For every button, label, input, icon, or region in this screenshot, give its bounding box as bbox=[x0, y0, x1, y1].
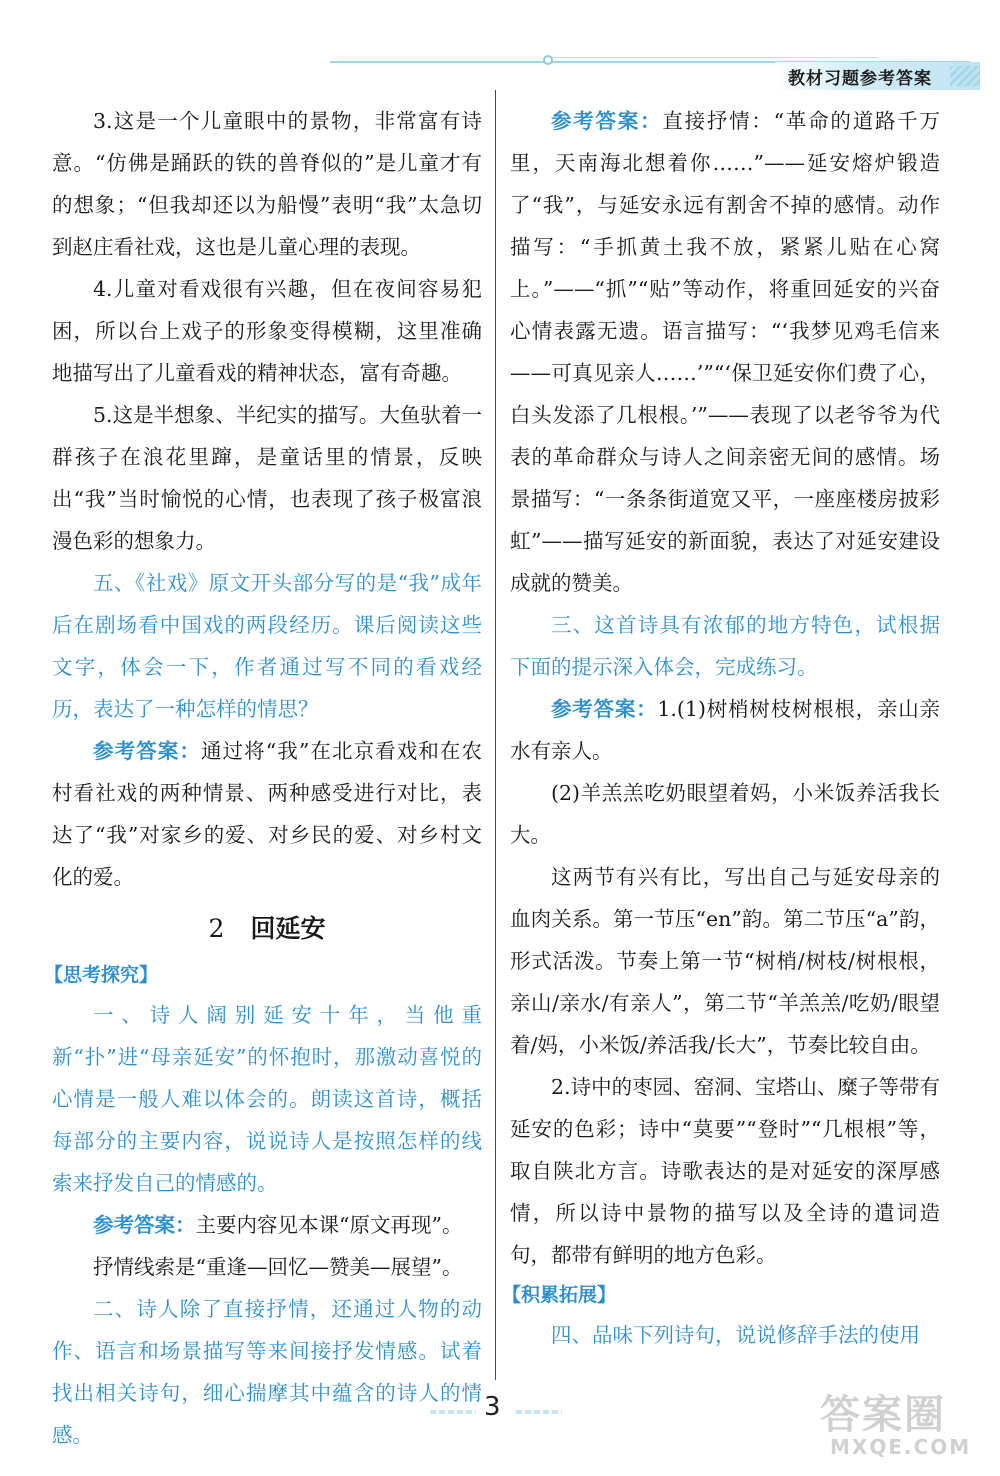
answer-3 bbox=[510, 688, 940, 772]
column-divider bbox=[495, 90, 496, 1380]
answer-label: 参考答案： bbox=[551, 109, 663, 133]
left-column bbox=[44, 100, 483, 1456]
question-5: 五、《社戏》原文开头部分写的是“我”成年后在剧场看中国戏的两段经历。课后阅读这些文字，体会一下，作者通过写不同的看戏经历，表达了一种怎样的情思？ bbox=[52, 571, 482, 721]
answer-item-5: 5.这是半想象、半纪实的描写。大鱼驮着一群孩子在浪花里蹿，是童话里的情景，反映出“我”当时愉悦的心情，也表现了孩子极富浪漫色彩的想象力。 bbox=[52, 403, 482, 553]
answer-item-4: 4.儿童对看戏很有兴趣，但在夜间容易犯困，所以台上戏子的形象变得模糊，这里准确地描写出了儿童看戏的精神状态，富有奇趣。 bbox=[52, 277, 482, 385]
answer-label: 参考答案： bbox=[551, 697, 658, 721]
answer-1-line: 抒情线索是“重逢—回忆—赞美—展望”。 bbox=[93, 1255, 463, 1279]
watermark-logo bbox=[820, 1392, 972, 1459]
section-heading-think: 【思考探究】 bbox=[44, 964, 159, 986]
answer-text: 通过将“我”在北京看戏和在农村看社戏的两种情景、两种感受进行对比，表达了“我”对家乡的爱、对乡民的爱、对乡村文化的爱。 bbox=[52, 739, 483, 889]
lesson-title bbox=[52, 904, 482, 954]
section-heading-expand: 【积累拓展】 bbox=[502, 1284, 617, 1306]
question-2: 二、诗人除了直接抒情，还通过人物的动作、语言和场景描写等来间接抒发情感。试着找出相关诗句，细心揣摩其中蕴含的诗人的情感。 bbox=[52, 1297, 482, 1447]
header-stripes-icon bbox=[950, 66, 980, 86]
watermark-url: MXQE.COM bbox=[830, 1435, 972, 1459]
header-circle-icon bbox=[543, 55, 553, 65]
answer-2 bbox=[510, 100, 940, 604]
question-3: 三、这首诗具有浓郁的地方特色，试根据下面的提示深入体会，完成练习。 bbox=[510, 613, 940, 679]
question-1: 一、诗人阔别延安十年，当他重新“扑”进“母亲延安”的怀抱时，那激动喜悦的心情是一般人难以体会的。朗读这首诗，概括每部分的主要内容，说说诗人是按照怎样的线索来抒发自己的情感的。 bbox=[52, 1003, 482, 1195]
watermark-text: 答案圈 bbox=[820, 1392, 946, 1438]
answer-label: 参考答案： bbox=[93, 1213, 196, 1237]
answer-text: 直接抒情：“革命的道路千万里，天南海北想着你……”——延安熔炉锻造了“我”，与延安永远有割舍不掉的感情。动作描写：“手抓黄土我不放，紧紧儿贴在心窝上。”——“抓”“贴”等动作，将重回延安的兴奋心情表露无遗。语言描写：“‘我梦见鸡毛信来——可真见亲人……’”“‘保卫延安你们费了心，白头发添了几根根。’”——表现了以老爷爷为代表的革命群众与诗人之间亲密无间的感情。场景描写：“一条条街道宽又平，一座座楼房披彩虹”——描写延安的新面貌，表达了对延安建设成就的赞美。 bbox=[510, 109, 940, 595]
footer-deco-right bbox=[516, 1410, 562, 1414]
lesson-name: 回延安 bbox=[250, 914, 326, 943]
answer-text: 1.(1)树梢树枝树根根，亲山亲水有亲人。 bbox=[510, 697, 940, 763]
answer-5 bbox=[52, 730, 482, 898]
answer-label: 参考答案： bbox=[93, 739, 201, 763]
lesson-number: 2 bbox=[208, 914, 225, 943]
answer-text: 主要内容见本课“原文再现”。 bbox=[195, 1213, 463, 1237]
answer-3-analysis: 这两节有兴有比，写出自己与延安母亲的血肉关系。第一节压“en”韵。第二节压“a”韵，形式活泼。节奏上第一节“树梢/树枝/树根根，亲山/亲水/有亲人”，第二节“羊羔羔/吃奶/眼望着/妈，小米饭/养活我/长大”，节奏比较自由。 bbox=[510, 865, 940, 1057]
page-number: 3 bbox=[484, 1392, 501, 1422]
answer-3-item2: 2.诗中的枣园、窑洞、宝塔山、糜子等带有延安的色彩；诗中“莫要”“登时”“几根根”等，取自陕北方言。诗歌表达的是对延安的深厚感情，所以诗中景物的描写以及全诗的遣词造句，都带有鲜明的地方色彩。 bbox=[510, 1075, 940, 1267]
answer-item-3: 3.这是一个儿童眼中的景物，非常富有诗意。“仿佛是踊跃的铁的兽脊似的”是儿童才有的想象；“但我却还以为船慢”表明“我”太急切到赵庄看社戏，这也是儿童心理的表现。 bbox=[52, 109, 482, 259]
answer-1 bbox=[52, 1204, 482, 1246]
right-column bbox=[502, 100, 940, 1356]
footer-deco-left bbox=[430, 1410, 476, 1414]
question-4: 四、品味下列诗句，说说修辞手法的使用 bbox=[551, 1323, 920, 1347]
header-title: 教材习题参考答案 bbox=[788, 69, 932, 89]
answer-3-part2: (2)羊羔羔吃奶眼望着妈，小米饭养活我长大。 bbox=[510, 781, 940, 847]
header-rule-thin bbox=[548, 57, 878, 58]
